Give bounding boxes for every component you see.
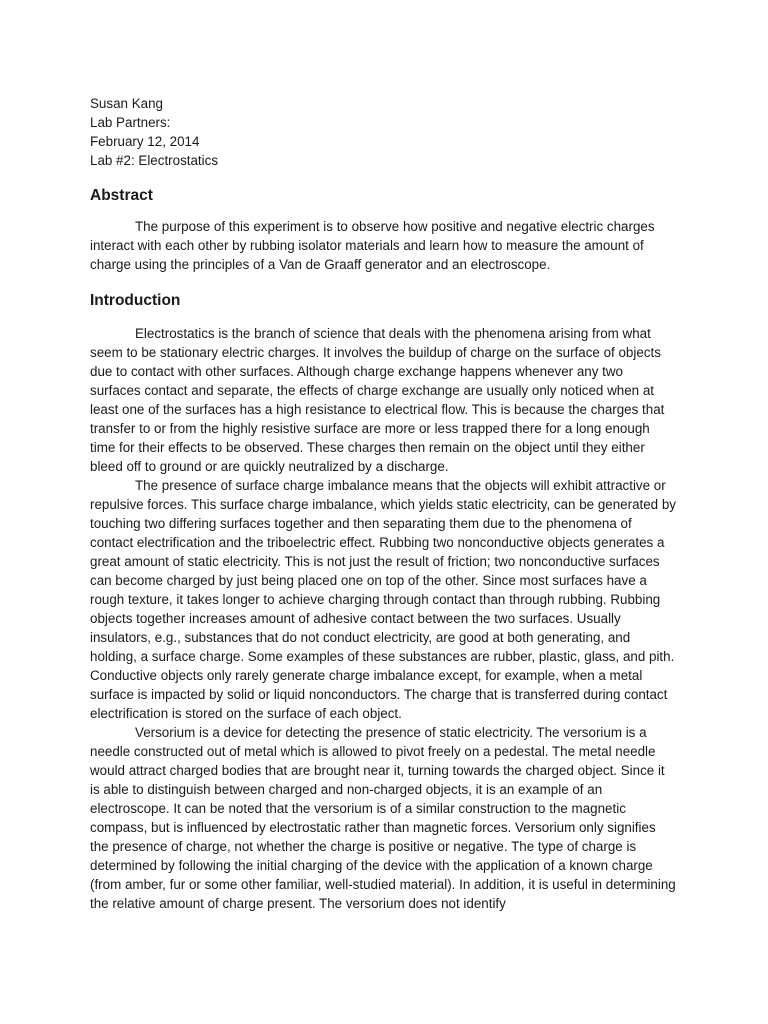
introduction-paragraph-2: The presence of surface charge imbalance means that the objects will exhibit attractive or repulsive forces. This surface charge imbalance, which yields static electricity, can be generated by touching two differing surfaces together and then separating them due to the phenomena of contact electrification and the triboelectric effect. Rubbing two nonconductive objects generates a great amount of static electricity. This is not just the result of friction; two nonconductive surfaces can become charged by just being placed one on top of the other. Since most surfaces have a rough texture, it takes longer to achieve charging through contact than through rubbing. Rubbing objects together increases amount of adhesive contact between the two surfaces. Usually insulators, e.g., substances that do not conduct electricity, are good at both generating, and holding, a surface charge. Some examples of these substances are rubber, plastic, glass, and pith. Conductive objects only rarely generate charge imbalance except, for example, when a metal surface is impacted by solid or liquid nonconductors. The charge that is transferred during contact electrification is stored on the surface of each object. [90,478,676,721]
lab-partners-label: Lab Partners: [90,115,171,130]
introduction-heading: Introduction [90,292,181,309]
author-name: Susan Kang [90,96,163,111]
lab-title: Lab #2: Electrostatics [90,153,219,168]
report-date: February 12, 2014 [90,134,200,149]
document-page [90,94,676,913]
abstract-paragraph: The purpose of this experiment is to observe how positive and negative electric charges interact with each other by rubbing isolator materials and learn how to measure the amount of charge using the principles of a Van de Graaff generator and an electroscope. [90,219,655,272]
introduction-paragraph-1: Electrostatics is the branch of science that deals with the phenomena arising from what seem to be stationary electric charges. It involves the buildup of charge on the surface of objects due to contact with other surfaces. Although charge exchange happens whenever any two surfaces contact and separate, the effects of charge exchange are usually only noticed when at least one of the surfaces has a high resistance to electrical flow. This is because the charges that transfer to or from the highly resistive surface are more or less trapped there for a long enough time for their effects to be observed. These charges then remain on the object until they either bleed off to ground or are quickly neutralized by a discharge. [90,326,665,474]
introduction-paragraph-3: Versorium is a device for detecting the presence of static electricity. The versorium is a needle constructed out of metal which is allowed to pivot freely on a pedestal. The metal needle would attract charged bodies that are brought near it, turning towards the charged object. Since it is able to distinguish between charged and non-charged objects, it is an example of an electroscope. It can be noted that the versorium is of a similar construction to the magnetic compass, but is influenced by electrostatic rather than magnetic forces. Versorium only signifies the presence of charge, not whether the charge is positive or negative. The type of charge is determined by following the initial charging of the device with the application of a known charge (from amber, fur or some other familiar, well-studied material). In addition, it is useful in determining the relative amount of charge present. The versorium does not identify [90,725,676,911]
abstract-heading: Abstract [90,187,153,204]
